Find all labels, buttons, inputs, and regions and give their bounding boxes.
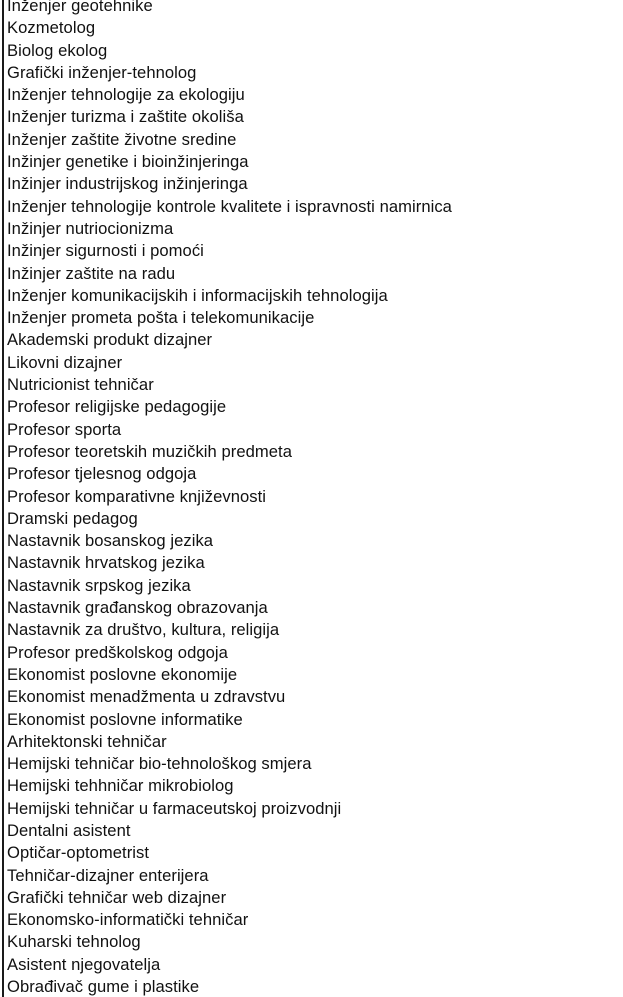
list-item: Ekonomist poslovne ekonomije [7,664,238,684]
list-item: Optičar-optometrist [7,843,150,863]
list-item: Inžinjer nutriocionizma [7,218,174,238]
list-item: Hemijski tehničar u farmaceutskoj proizvodnji [7,798,342,818]
list-item: Likovni dizajner [7,352,123,372]
list-item: Profesor komparativne književnosti [7,486,267,506]
list-item: Inženjer tehnologije kontrole kvalitete i ispravnosti namirnica [7,196,452,216]
list-item: Ekonomist poslovne informatike [7,709,243,729]
list-item: Biolog ekolog [7,40,108,60]
list-item: Profesor religijske pedagogije [7,397,227,417]
list-item: Akademski produkt dizajner [7,330,213,350]
list-item: Obrađivač gume i plastike [7,977,200,997]
list-item: Nastavnik građanskog obrazovanja [7,598,268,618]
list-item: Inženjer tehnologije za ekologiju [7,85,245,105]
list-item: Inženjer geotehnike [7,0,153,15]
list-item: Nastavnik srpskog jezika [7,575,191,595]
list-item: Kuharski tehnolog [7,932,141,952]
list-item: Profesor tjelesnog odgoja [7,464,197,484]
list-item: Dramski pedagog [7,508,138,528]
list-item: Inžinjer genetike i bioinžinjeringa [7,152,249,172]
list-item: Inženjer komunikacijskih i informacijskih tehnologija [7,285,388,305]
list-item: Grafički inženjer-tehnolog [7,62,197,82]
list-item: Asistent njegovatelja [7,954,161,974]
list-item: Ekonomsko-informatički tehničar [7,910,249,930]
list-item: Inžinjer zaštite na radu [7,263,176,283]
list-item: Inžinjer industrijskog inžinjeringa [7,174,248,194]
list-item: Arhitektonski tehničar [7,731,167,751]
list-item: Profesor teoretskih muzičkih predmeta [7,441,292,461]
list-item: Grafički tehničar web dizajner [7,887,227,907]
list-item: Profesor predškolskog odgoja [7,642,228,662]
list-item: Kozmetolog [7,18,96,38]
list-item: Nastavnik bosanskog jezika [7,531,214,551]
list-item: Inženjer zaštite životne sredine [7,129,237,149]
list-item: Tehničar-dizajner enterijera [7,865,209,885]
list-item: Ekonomist menadžmenta u zdravstvu [7,687,286,707]
list-item: Nutricionist tehničar [7,375,154,395]
list-item: Inžinjer sigurnosti i pomoći [7,241,204,261]
list-item: Nastavnik hrvatskog jezika [7,553,205,573]
list-item: Inženjer turizma i zaštite okoliša [7,107,244,127]
list-item: Profesor sporta [7,419,122,439]
list-item: Inženjer prometa pošta i telekomunikacije [7,308,315,328]
list-item: Hemijski tehhničar mikrobiolog [7,776,234,796]
list-item: Hemijski tehničar bio-tehnološkog smjera [7,754,312,774]
list-item: Nastavnik za društvo, kultura, religija [7,620,280,640]
list-item: Dentalni asistent [7,820,131,840]
